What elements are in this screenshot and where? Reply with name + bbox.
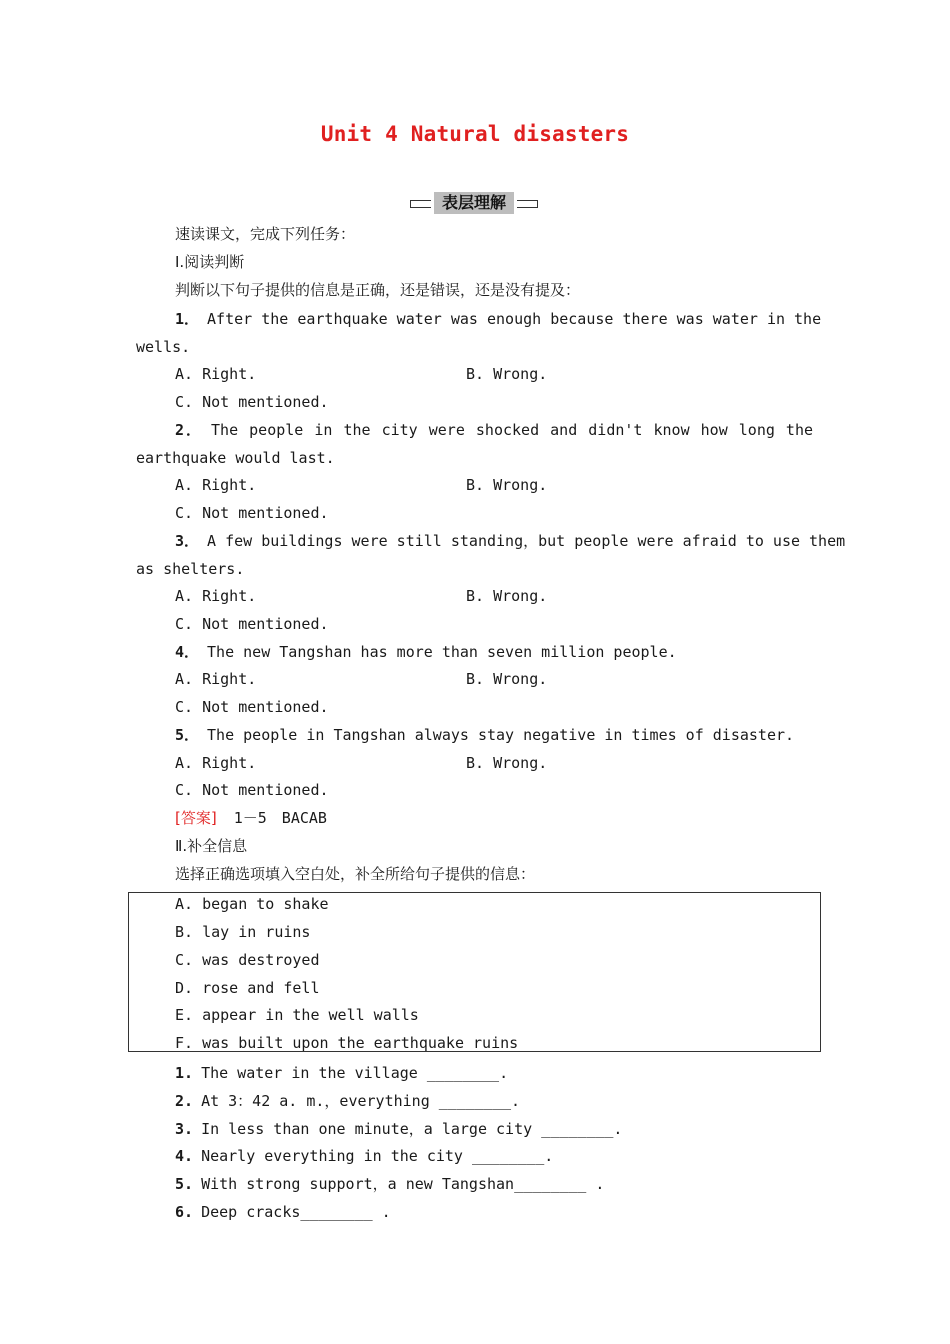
- choice-f: F. was built upon the earthquake ruins: [175, 1034, 519, 1052]
- option-a: A. Right.: [175, 365, 257, 383]
- question-number: 5．: [175, 726, 200, 744]
- question-number: 2．: [175, 421, 204, 439]
- choice-c: C. was destroyed: [175, 951, 320, 969]
- question-number: 1．: [175, 310, 200, 328]
- option-a: A. Right.: [175, 476, 257, 494]
- section-badge: [410, 191, 538, 217]
- question-number: 3．: [175, 532, 200, 550]
- question-2-cont: earthquake would last.: [136, 449, 335, 467]
- item-text: The water in the village ________.: [201, 1064, 509, 1082]
- question-text: The new Tangshan has more than seven million people.: [207, 643, 677, 661]
- item-text: In less than one minute，a large city ________.: [201, 1120, 623, 1138]
- choice-d: D. rose and fell: [175, 979, 320, 997]
- option-b: B. Wrong.: [466, 587, 548, 605]
- badge-rule-right: [517, 200, 538, 208]
- question-text: A few buildings were still standing，but people were afraid to use them: [207, 532, 846, 550]
- question-5: [175, 725, 794, 745]
- intro-text: 速读课文，完成下列任务：: [175, 225, 356, 243]
- fill-item-4: [175, 1146, 553, 1166]
- answer-line: [175, 808, 327, 828]
- option-c: C. Not mentioned.: [175, 615, 329, 633]
- answer-text: 1－5 BACAB: [233, 809, 327, 827]
- question-4: [175, 642, 677, 662]
- option-c: C. Not mentioned.: [175, 504, 329, 522]
- item-number: 6.: [175, 1203, 194, 1221]
- option-b: B. Wrong.: [466, 365, 548, 383]
- item-number: 2.: [175, 1092, 194, 1110]
- option-c: C. Not mentioned.: [175, 698, 329, 716]
- question-3: [175, 531, 846, 551]
- choices-box: [128, 892, 821, 1052]
- item-number: 1.: [175, 1064, 194, 1082]
- page-title: Unit 4 Natural disasters: [320, 122, 630, 146]
- part1-heading: Ⅰ.阅读判断: [175, 253, 245, 271]
- item-text: Nearly everything in the city ________.: [201, 1147, 554, 1165]
- item-text: With strong support，a new Tangshan________ .: [201, 1175, 605, 1193]
- option-c: C. Not mentioned.: [175, 781, 329, 799]
- option-a: A. Right.: [175, 587, 257, 605]
- question-text: After the earthquake water was enough because there was water in the: [207, 310, 822, 328]
- fill-item-6: [175, 1202, 391, 1222]
- section-badge-label: 表层理解: [434, 192, 514, 214]
- question-number: 4．: [175, 643, 200, 661]
- fill-item-2: [175, 1091, 520, 1111]
- fill-item-5: [175, 1174, 604, 1194]
- fill-item-1: [175, 1063, 508, 1083]
- option-b: B. Wrong.: [466, 754, 548, 772]
- item-number: 3.: [175, 1120, 194, 1138]
- option-b: B. Wrong.: [466, 476, 548, 494]
- question-2: [175, 420, 813, 440]
- fill-item-3: [175, 1119, 622, 1139]
- option-a: A. Right.: [175, 670, 257, 688]
- item-text: At 3：42 a. m.，everything ________.: [201, 1092, 521, 1110]
- question-1-cont: wells.: [136, 338, 191, 356]
- choice-e: E. appear in the well walls: [175, 1006, 419, 1024]
- choice-a: A. began to shake: [175, 895, 329, 913]
- answer-tag: [答案]: [175, 809, 217, 827]
- item-number: 5.: [175, 1175, 194, 1193]
- question-text: The people in Tangshan always stay negative in times of disaster.: [207, 726, 795, 744]
- option-c: C. Not mentioned.: [175, 393, 329, 411]
- item-number: 4.: [175, 1147, 194, 1165]
- badge-rule-left: [410, 200, 431, 208]
- part2-heading: Ⅱ.补全信息: [175, 837, 248, 855]
- item-text: Deep cracks________ .: [201, 1203, 391, 1221]
- part1-instruction: 判断以下句子提供的信息是正确，还是错误，还是没有提及：: [175, 281, 581, 299]
- option-a: A. Right.: [175, 754, 257, 772]
- part2-instruction: 选择正确选项填入空白处，补全所给句子提供的信息：: [175, 865, 536, 883]
- question-3-cont: as shelters.: [136, 560, 245, 578]
- question-text: The people in the city were shocked and didn't know how long the: [211, 421, 813, 439]
- question-1: [175, 309, 822, 329]
- option-b: B. Wrong.: [466, 670, 548, 688]
- choice-b: B. lay in ruins: [175, 923, 311, 941]
